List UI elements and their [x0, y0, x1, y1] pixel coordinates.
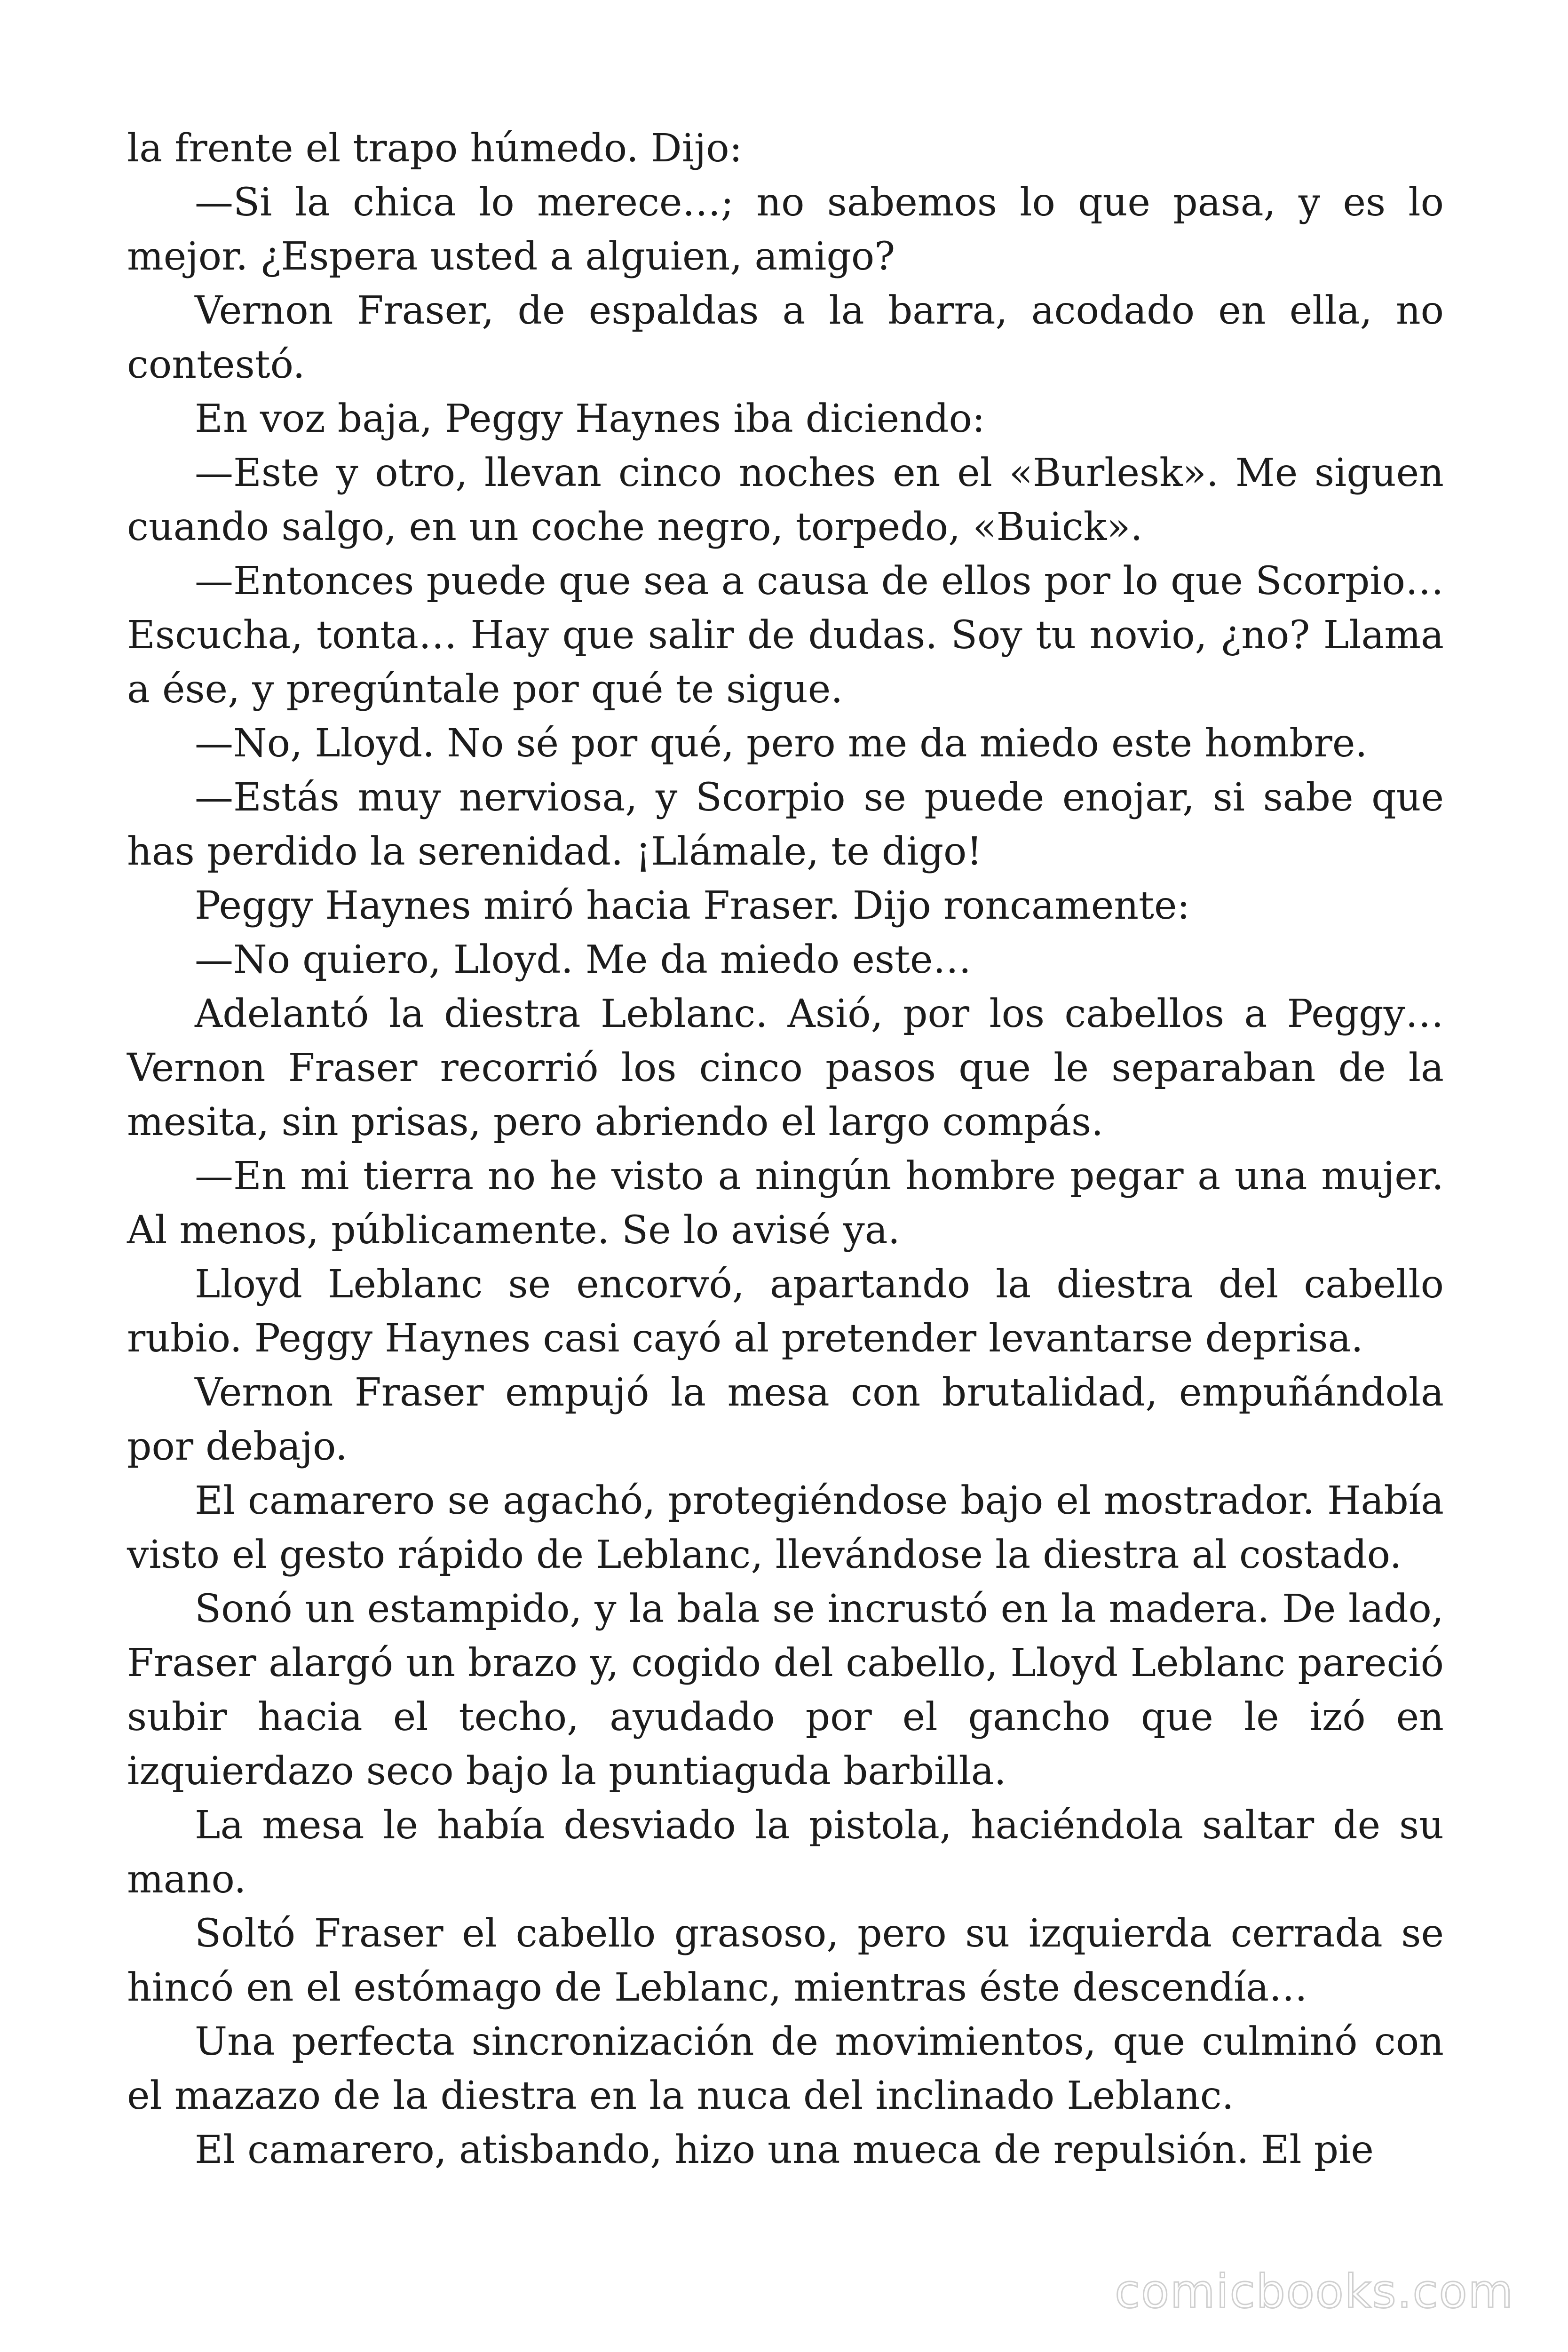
- paragraph-19: Una perfecta sincronización de movimientos, que culminó con el mazazo de la diestra en la nuca del inclinado Leblanc.: [127, 2019, 1444, 2118]
- paragraph-20: El camarero, atisbando, hizo una mueca de repulsión. El pie: [195, 2128, 1374, 2172]
- paragraph-3: Vernon Fraser, de espaldas a la barra, acodado en ella, no contestó.: [127, 288, 1444, 387]
- paragraph-9: Peggy Haynes miró hacia Fraser. Dijo roncamente:: [195, 883, 1190, 928]
- paragraph-1: la frente el trapo húmedo. Dijo:: [127, 126, 743, 171]
- page-body: [127, 121, 1444, 2177]
- paragraph-5: —Este y otro, llevan cinco noches en el «Burlesk». Me siguen cuando salgo, en un coche negro, torpedo, «Buick».: [127, 451, 1444, 549]
- paragraph-7: —No, Lloyd. No sé por qué, pero me da miedo este hombre.: [195, 721, 1368, 766]
- paragraph-8: —Estás muy nerviosa, y Scorpio se puede enojar, si sabe que has perdido la serenidad. ¡Llámale, te digo!: [127, 775, 1444, 874]
- paragraph-17: La mesa le había desviado la pistola, haciéndola saltar de su mano.: [127, 1803, 1444, 1902]
- paragraph-11: Adelantó la diestra Leblanc. Asió, por los cabellos a Peggy… Vernon Fraser recorrió los cinco pasos que le separaban de la mesita, sin prisas, pero abriendo el largo compás.: [127, 992, 1444, 1144]
- paragraph-12: —En mi tierra no he visto a ningún hombre pegar a una mujer. Al menos, públicamente. Se lo avisé ya.: [127, 1154, 1444, 1253]
- paragraph-6: —Entonces puede que sea a causa de ellos por lo que Scorpio… Escucha, tonta… Hay que salir de dudas. Soy tu novio, ¿no? Llama a ése, y pregúntale por qué te sigue.: [127, 559, 1444, 712]
- paragraph-14: Vernon Fraser empujó la mesa con brutalidad, empuñándola por debajo.: [127, 1370, 1444, 1469]
- paragraph-15: El camarero se agachó, protegiéndose bajo el mostrador. Había visto el gesto rápido de Leblanc, llevándose la diestra al costado.: [127, 1478, 1444, 1577]
- paragraph-16: Sonó un estampido, y la bala se incrustó en la madera. De lado, Fraser alargó un brazo y, cogido del cabello, Lloyd Leblanc pareció subir hacia el techo, ayudado por el gancho que le izó en izquierdazo seco bajo la puntiaguda barbilla.: [127, 1587, 1444, 1794]
- watermark: comicbooks.com: [1115, 2265, 1514, 2319]
- paragraph-2: —Si la chica lo merece…; no sabemos lo que pasa, y es lo mejor. ¿Espera usted a alguien, amigo?: [127, 180, 1444, 279]
- paragraph-18: Soltó Fraser el cabello grasoso, pero su izquierda cerrada se hincó en el estómago de Leblanc, mientras éste descendía…: [127, 1911, 1444, 2010]
- paragraph-10: —No quiero, Lloyd. Me da miedo este…: [195, 938, 972, 982]
- paragraph-4: En voz baja, Peggy Haynes iba diciendo:: [195, 397, 985, 441]
- paragraph-13: Lloyd Leblanc se encorvó, apartando la diestra del cabello rubio. Peggy Haynes casi cayó al pretender levantarse deprisa.: [127, 1262, 1444, 1361]
